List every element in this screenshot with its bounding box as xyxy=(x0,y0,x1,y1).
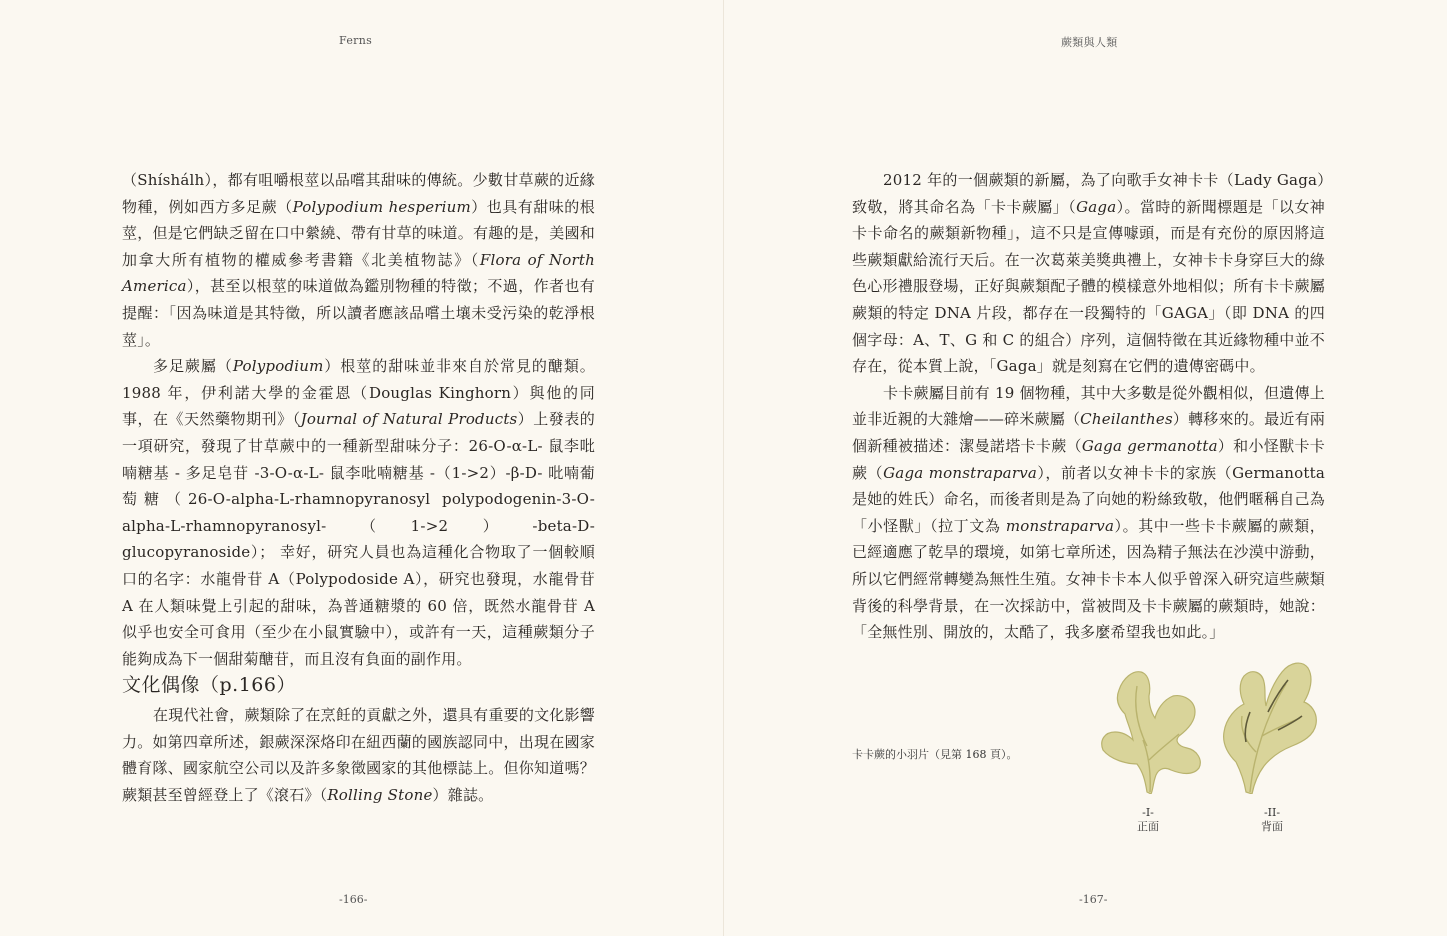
text-run: 2012 年的一個蕨類的新屬，為了向歌手女神卡卡（Lady Gaga）致敬，將其命名為「卡卡蕨屬」（ xyxy=(852,171,1325,216)
left-text-block-1 xyxy=(122,167,595,672)
text-run: ）上發表的一項研究，發現了甘草蕨中的一種新型甜味分子：26-O-α-L- 鼠李吡喃糖基 - 多足皂苷 -3-O-α-L- 鼠李吡喃糖基 -（1->2）-β-D- 吡喃葡萄糖（26-O-alpha-L-rhamnopyranosyl polypodogenin-3-O-alpha-L-rhamnopyranosyl-（1->2）-beta-D-glucopyranoside）； 幸好，研究人員也為這種化合物取了一個較順口的名字：水龍骨苷 A（Polypodoside A），研究也發現，水龍骨苷 A 在人類味覺上引起的甜味，為普通糖漿的 60 倍，既然水龍骨苷 A 似乎也安全可食用（至少在小鼠實驗中），或許有一天，這種蕨類分子能夠成為下一個甜菊醣苷，而且沒有負面的副作用。 xyxy=(122,410,595,668)
right-text-block xyxy=(852,167,1325,646)
text-run: 卡卡蕨屬目前有 19 個物種，其中大多數是從外觀相似，但遺傳上並非近親的大雜燴——碎米蕨屬（ xyxy=(852,383,1325,429)
text-run: ）。其中一些卡卡蕨屬的蕨類，已經適應了乾旱的環境，如第七章所述，因為精子無法在沙漠中游動，所以它們經常轉變為無性生殖。女神卡卡本人似乎曾深入研究這些蕨類背後的科學背景，在一次採訪中，當被問及卡卡蕨屬的蕨類時，她說：「全無性別、開放的，太酷了，我多麼希望我也如此。」 xyxy=(852,516,1325,642)
italic-term: Rolling Stone xyxy=(327,785,433,804)
paragraph xyxy=(122,702,595,808)
text-run: ），前者以女神卡卡的家族（Germanotta 是她的姓氏）命名，而後者則是為了向她的粉絲致敬，他們暱稱自己為「小怪獸」（拉丁文為 xyxy=(852,463,1325,535)
text-run: ）轉移來的。最近有兩個新種被描述：潔曼諾塔卡卡蕨（ xyxy=(852,410,1325,455)
running-head-left: Ferns xyxy=(339,34,373,47)
text-run: 在現代社會，蕨類除了在烹飪的貢獻之外，還具有重要的文化影響力。如第四章所述，銀蕨深深烙印在紐西蘭的國族認同中，出現在國家體育隊、國家航空公司以及許多象徵國家的其他標誌上。但你知道嗎？蕨類甚至曾經登上了《滾石》（ xyxy=(122,706,595,804)
figure-label-text: 正面 xyxy=(1137,820,1159,833)
figure-caption: 卡卡蕨的小羽片（見第 168 頁）。 xyxy=(852,748,1018,761)
figure-label-front xyxy=(1118,806,1178,834)
italic-term: Flora of North America xyxy=(122,250,595,296)
figure-numeral: -I- xyxy=(1142,806,1154,819)
page-number-left: -166- xyxy=(339,893,368,906)
italic-term: Gaga xyxy=(1076,197,1117,216)
text-run: ）雜誌。 xyxy=(432,785,494,804)
italic-term: Polypodium hesperium xyxy=(292,197,471,216)
page-number-right: -167- xyxy=(1079,893,1108,906)
italic-term: Gaga monstraparva xyxy=(883,463,1038,482)
paragraph xyxy=(852,380,1325,646)
frond-back-illustration xyxy=(1216,656,1328,794)
italic-term: Cheilanthes xyxy=(1080,410,1173,429)
italic-term: Gaga germanotta xyxy=(1081,436,1218,455)
frond-front-illustration xyxy=(1097,660,1209,794)
text-run: （Shíshálh），都有咀嚼根莖以品嚐其甜味的傳統。少數甘草蕨的近緣物種，例如西方多足蕨（ xyxy=(122,171,595,216)
text-run: 多足蕨屬（ xyxy=(153,357,233,376)
figure-label-text: 背面 xyxy=(1261,820,1283,833)
text-run: ）根莖的甜味並非來自於常見的醣類。1988 年，伊利諾大學的金霍恩（Douglas Kinghorn）與他的同事，在《天然藥物期刊》（ xyxy=(122,357,595,429)
italic-term: monstraparva xyxy=(1005,516,1115,535)
paragraph xyxy=(122,353,595,672)
paragraph xyxy=(122,167,595,353)
italic-term: Journal of Natural Products xyxy=(300,410,518,429)
section-title: 文化偶像（p.166） xyxy=(122,674,296,696)
text-run: ），甚至以根莖的味道做為鑑別物種的特徵；不過，作者也有提醒：「因為味道是其特徵，所以讀者應該品嚐土壤未受污染的乾淨根莖」。 xyxy=(122,277,595,349)
figure-numeral: -II- xyxy=(1263,806,1281,819)
left-page xyxy=(0,0,723,936)
right-page xyxy=(724,0,1447,936)
italic-term: Polypodium xyxy=(232,357,324,376)
figure-label-back xyxy=(1242,806,1302,834)
paragraph xyxy=(852,167,1325,380)
text-run: ）。當時的新聞標題是「以女神卡卡命名的蕨類新物種」，這不只是宣傳噱頭，而是有充份的原因將這些蕨類獻給流行天后。在一次葛萊美獎典禮上，女神卡卡身穿巨大的綠色心形禮服登場，正好與蕨類配子體的模樣意外地相似；所有卡卡蕨屬蕨類的特定 DNA 片段，都存在一段獨特的「GAGA」（即 DNA 的四個字母：A、T、G 和 C 的組合）序列，這個特徵在其近緣物種中並不存在，從本質上說，「Gaga」就是刻寫在它們的遺傳密碼中。 xyxy=(852,197,1325,376)
left-text-block-2 xyxy=(122,702,595,808)
text-run: ）也具有甜味的根莖，但是它們缺乏留在口中縈繞、帶有甘草的味道。有趣的是，美國和加拿大所有植物的權威參考書籍《北美植物誌》（ xyxy=(122,197,596,269)
text-run: ）和小怪獸卡卡蕨（ xyxy=(852,436,1325,482)
running-head-right: 蕨類與人類 xyxy=(1061,36,1118,49)
